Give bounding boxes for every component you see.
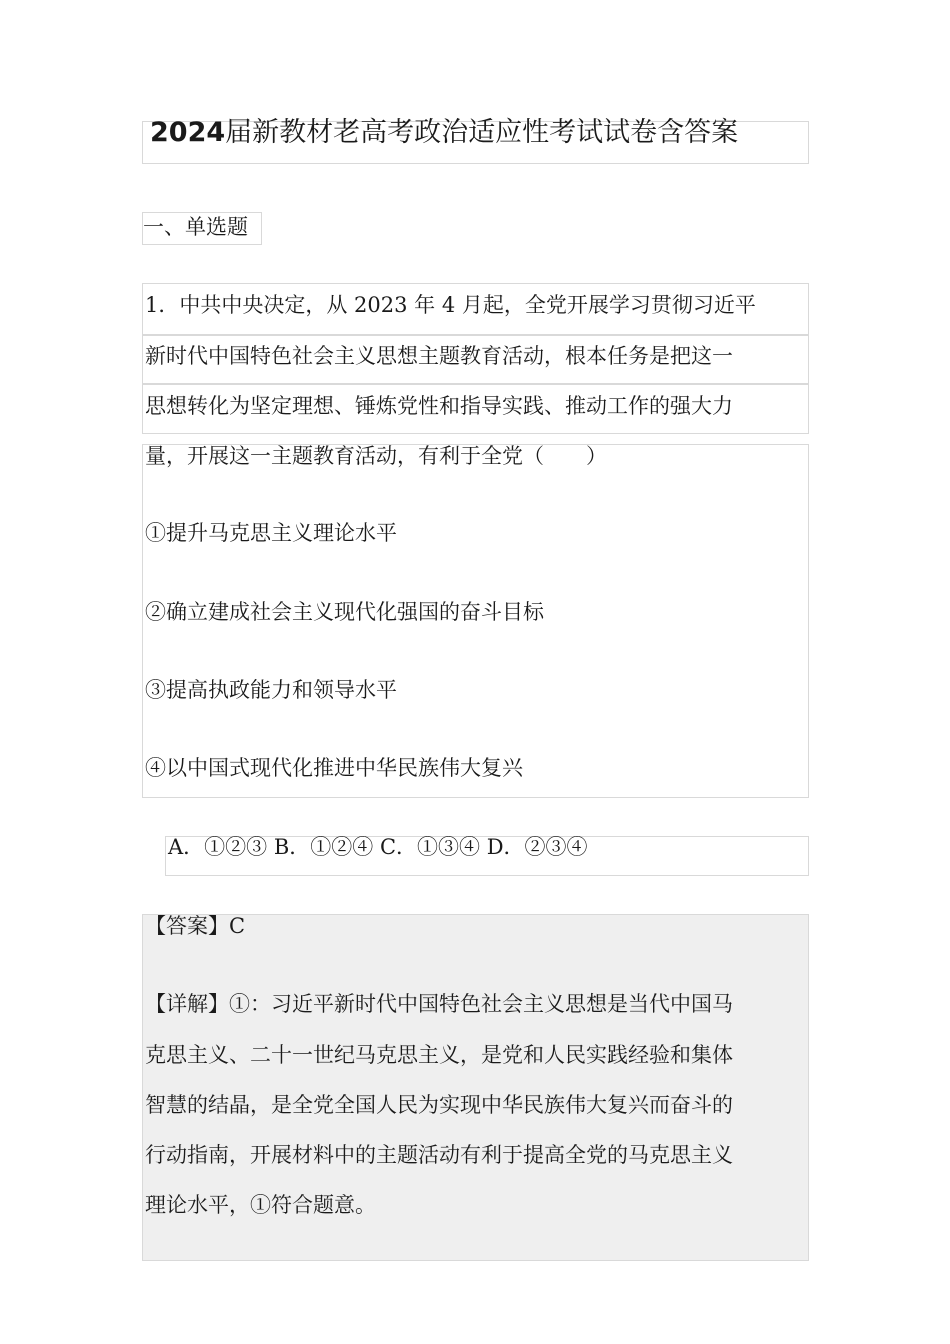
answer-label: 【答案】C	[145, 914, 246, 938]
explanation-line: 【详解】①：习近平新时代中国特色社会主义思想是当代中国马	[145, 992, 733, 1016]
page-title	[150, 114, 808, 162]
section-heading: 一、单选题	[143, 215, 248, 239]
question-option: ②确立建成社会主义现代化强国的奋斗目标	[145, 600, 544, 624]
question-option: ④以中国式现代化推进中华民族伟大复兴	[145, 756, 523, 780]
question-stem-line: 量，开展这一主题教育活动，有利于全党（ ）	[145, 444, 607, 468]
question-option: ①提升马克思主义理论水平	[145, 521, 397, 545]
explanation-line: 克思主义、二十一世纪马克思主义，是党和人民实践经验和集体	[145, 1043, 733, 1067]
explanation-line: 行动指南，开展材料中的主题活动有利于提高全党的马克思主义	[145, 1143, 733, 1167]
title-text: 届新教材老高考政治适应性考试试卷含答案	[225, 117, 739, 148]
question-stem-line: 思想转化为坚定理想、锤炼党性和指导实践、推动工作的强大力	[145, 394, 733, 418]
question-stem-line: 新时代中国特色社会主义思想主题教育活动，根本任务是把这一	[145, 344, 733, 368]
question-option: ③提高执政能力和领导水平	[145, 678, 397, 702]
explanation-line: 理论水平，①符合题意。	[145, 1193, 376, 1217]
explanation-line: 智慧的结晶，是全党全国人民为实现中华民族伟大复兴而奋斗的	[145, 1093, 733, 1117]
question-stem-line: 1．中共中央决定，从 2023 年 4 月起，全党开展学习贯彻习近平	[145, 293, 756, 317]
title-year: 2024	[150, 117, 226, 148]
answer-choices: A．①②③ B．①②④ C．①③④ D．②③④	[168, 835, 588, 859]
